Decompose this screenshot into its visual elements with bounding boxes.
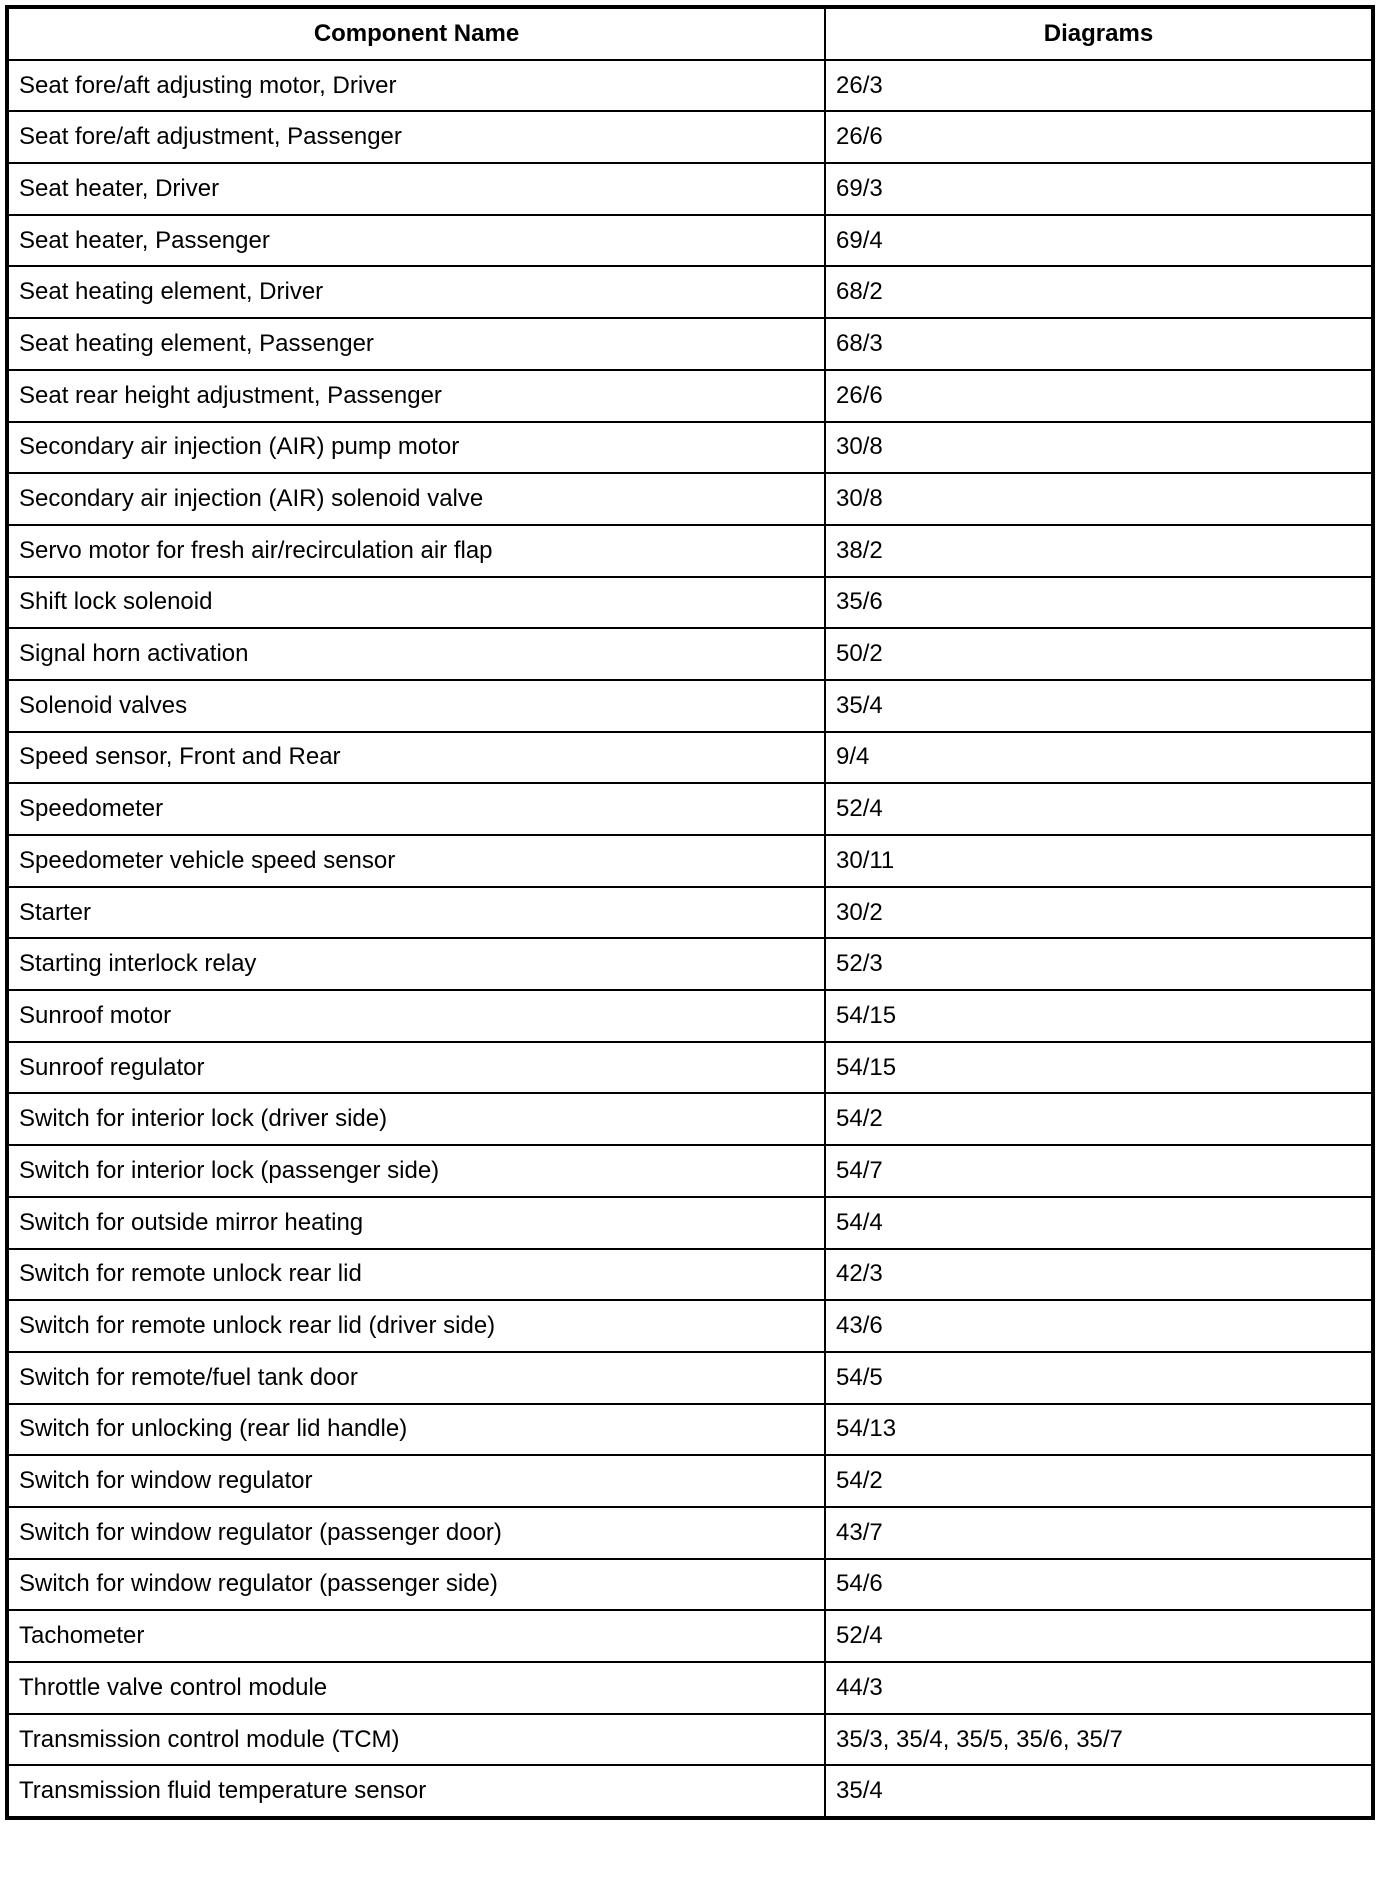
table-row (7, 577, 1373, 629)
diagrams-cell: 43/7 (825, 1507, 1373, 1559)
diagrams-cell: 30/2 (825, 887, 1373, 939)
table-row (7, 1714, 1373, 1766)
diagrams-cell: 54/15 (825, 1042, 1373, 1094)
table-row (7, 835, 1373, 887)
diagrams-cell: 35/4 (825, 1765, 1373, 1818)
diagrams-cell: 35/3, 35/4, 35/5, 35/6, 35/7 (825, 1714, 1373, 1766)
component-name-cell: Transmission fluid temperature sensor (7, 1765, 825, 1818)
table-row (7, 887, 1373, 939)
table-row (7, 628, 1373, 680)
diagrams-cell: 54/2 (825, 1455, 1373, 1507)
diagrams-cell: 26/6 (825, 370, 1373, 422)
table-row (7, 1455, 1373, 1507)
component-name-cell: Switch for unlocking (rear lid handle) (7, 1404, 825, 1456)
component-name-cell: Speedometer vehicle speed sensor (7, 835, 825, 887)
table-row (7, 422, 1373, 474)
component-name-cell: Switch for remote unlock rear lid (driver side) (7, 1300, 825, 1352)
component-name-cell: Switch for window regulator (passenger door) (7, 1507, 825, 1559)
component-name-cell: Switch for window regulator (passenger side) (7, 1559, 825, 1611)
component-name-cell: Seat heater, Passenger (7, 215, 825, 267)
table-row (7, 783, 1373, 835)
diagrams-cell: 26/6 (825, 111, 1373, 163)
table-row (7, 1145, 1373, 1197)
table-row (7, 1249, 1373, 1301)
table-row (7, 163, 1373, 215)
component-name-cell: Tachometer (7, 1610, 825, 1662)
table-row (7, 111, 1373, 163)
component-name-cell: Starter (7, 887, 825, 939)
diagrams-cell: 43/6 (825, 1300, 1373, 1352)
component-name-cell: Switch for remote unlock rear lid (7, 1249, 825, 1301)
table-row (7, 1352, 1373, 1404)
table-row (7, 990, 1373, 1042)
diagrams-cell: 52/4 (825, 783, 1373, 835)
diagrams-cell: 68/2 (825, 266, 1373, 318)
table-row (7, 1197, 1373, 1249)
table-row (7, 1610, 1373, 1662)
component-name-cell: Switch for interior lock (passenger side) (7, 1145, 825, 1197)
diagrams-cell: 52/3 (825, 938, 1373, 990)
table-row (7, 1404, 1373, 1456)
component-name-cell: Speedometer (7, 783, 825, 835)
table-row (7, 473, 1373, 525)
component-name-cell: Switch for remote/fuel tank door (7, 1352, 825, 1404)
component-name-cell: Throttle valve control module (7, 1662, 825, 1714)
table-row (7, 1765, 1373, 1818)
table-row (7, 938, 1373, 990)
diagrams-cell: 30/8 (825, 422, 1373, 474)
diagrams-cell: 54/6 (825, 1559, 1373, 1611)
component-name-cell: Transmission control module (TCM) (7, 1714, 825, 1766)
component-name-cell: Seat heating element, Passenger (7, 318, 825, 370)
diagrams-cell: 30/11 (825, 835, 1373, 887)
diagrams-cell: 54/5 (825, 1352, 1373, 1404)
component-name-cell: Seat fore/aft adjusting motor, Driver (7, 60, 825, 112)
diagrams-cell: 54/15 (825, 990, 1373, 1042)
component-name-cell: Sunroof motor (7, 990, 825, 1042)
table-row (7, 1093, 1373, 1145)
diagrams-cell: 52/4 (825, 1610, 1373, 1662)
component-name-cell: Sunroof regulator (7, 1042, 825, 1094)
diagrams-cell: 35/6 (825, 577, 1373, 629)
component-name-cell: Switch for outside mirror heating (7, 1197, 825, 1249)
component-name-cell: Seat rear height adjustment, Passenger (7, 370, 825, 422)
diagrams-cell: 38/2 (825, 525, 1373, 577)
table-row (7, 318, 1373, 370)
component-name-cell: Seat heater, Driver (7, 163, 825, 215)
table-row (7, 525, 1373, 577)
table-row (7, 1559, 1373, 1611)
diagrams-cell: 50/2 (825, 628, 1373, 680)
diagrams-cell: 68/3 (825, 318, 1373, 370)
diagrams-cell: 69/3 (825, 163, 1373, 215)
diagrams-cell: 9/4 (825, 732, 1373, 784)
table-row (7, 60, 1373, 112)
component-name-cell: Switch for window regulator (7, 1455, 825, 1507)
component-name-cell: Secondary air injection (AIR) solenoid valve (7, 473, 825, 525)
diagrams-cell: 35/4 (825, 680, 1373, 732)
table-body (7, 60, 1373, 1818)
table-row (7, 680, 1373, 732)
diagrams-cell: 54/4 (825, 1197, 1373, 1249)
component-name-cell: Signal horn activation (7, 628, 825, 680)
diagrams-cell: 42/3 (825, 1249, 1373, 1301)
header-row (7, 7, 1373, 60)
table-row (7, 266, 1373, 318)
component-name-cell: Secondary air injection (AIR) pump motor (7, 422, 825, 474)
diagrams-cell: 54/2 (825, 1093, 1373, 1145)
component-name-cell: Shift lock solenoid (7, 577, 825, 629)
component-diagram-table (5, 5, 1375, 1820)
table-row (7, 1042, 1373, 1094)
component-name-cell: Switch for interior lock (driver side) (7, 1093, 825, 1145)
component-name-cell: Starting interlock relay (7, 938, 825, 990)
header-component-name: Component Name (7, 7, 825, 60)
diagrams-cell: 30/8 (825, 473, 1373, 525)
diagrams-cell: 26/3 (825, 60, 1373, 112)
diagrams-cell: 44/3 (825, 1662, 1373, 1714)
diagrams-cell: 54/7 (825, 1145, 1373, 1197)
table-header (7, 7, 1373, 60)
diagrams-cell: 54/13 (825, 1404, 1373, 1456)
table-row (7, 1662, 1373, 1714)
table-row (7, 1300, 1373, 1352)
header-diagrams: Diagrams (825, 7, 1373, 60)
component-name-cell: Seat fore/aft adjustment, Passenger (7, 111, 825, 163)
component-name-cell: Solenoid valves (7, 680, 825, 732)
component-name-cell: Servo motor for fresh air/recirculation air flap (7, 525, 825, 577)
table-row (7, 370, 1373, 422)
table-row (7, 1507, 1373, 1559)
diagrams-cell: 69/4 (825, 215, 1373, 267)
component-name-cell: Seat heating element, Driver (7, 266, 825, 318)
table-row (7, 215, 1373, 267)
table-row (7, 732, 1373, 784)
component-name-cell: Speed sensor, Front and Rear (7, 732, 825, 784)
